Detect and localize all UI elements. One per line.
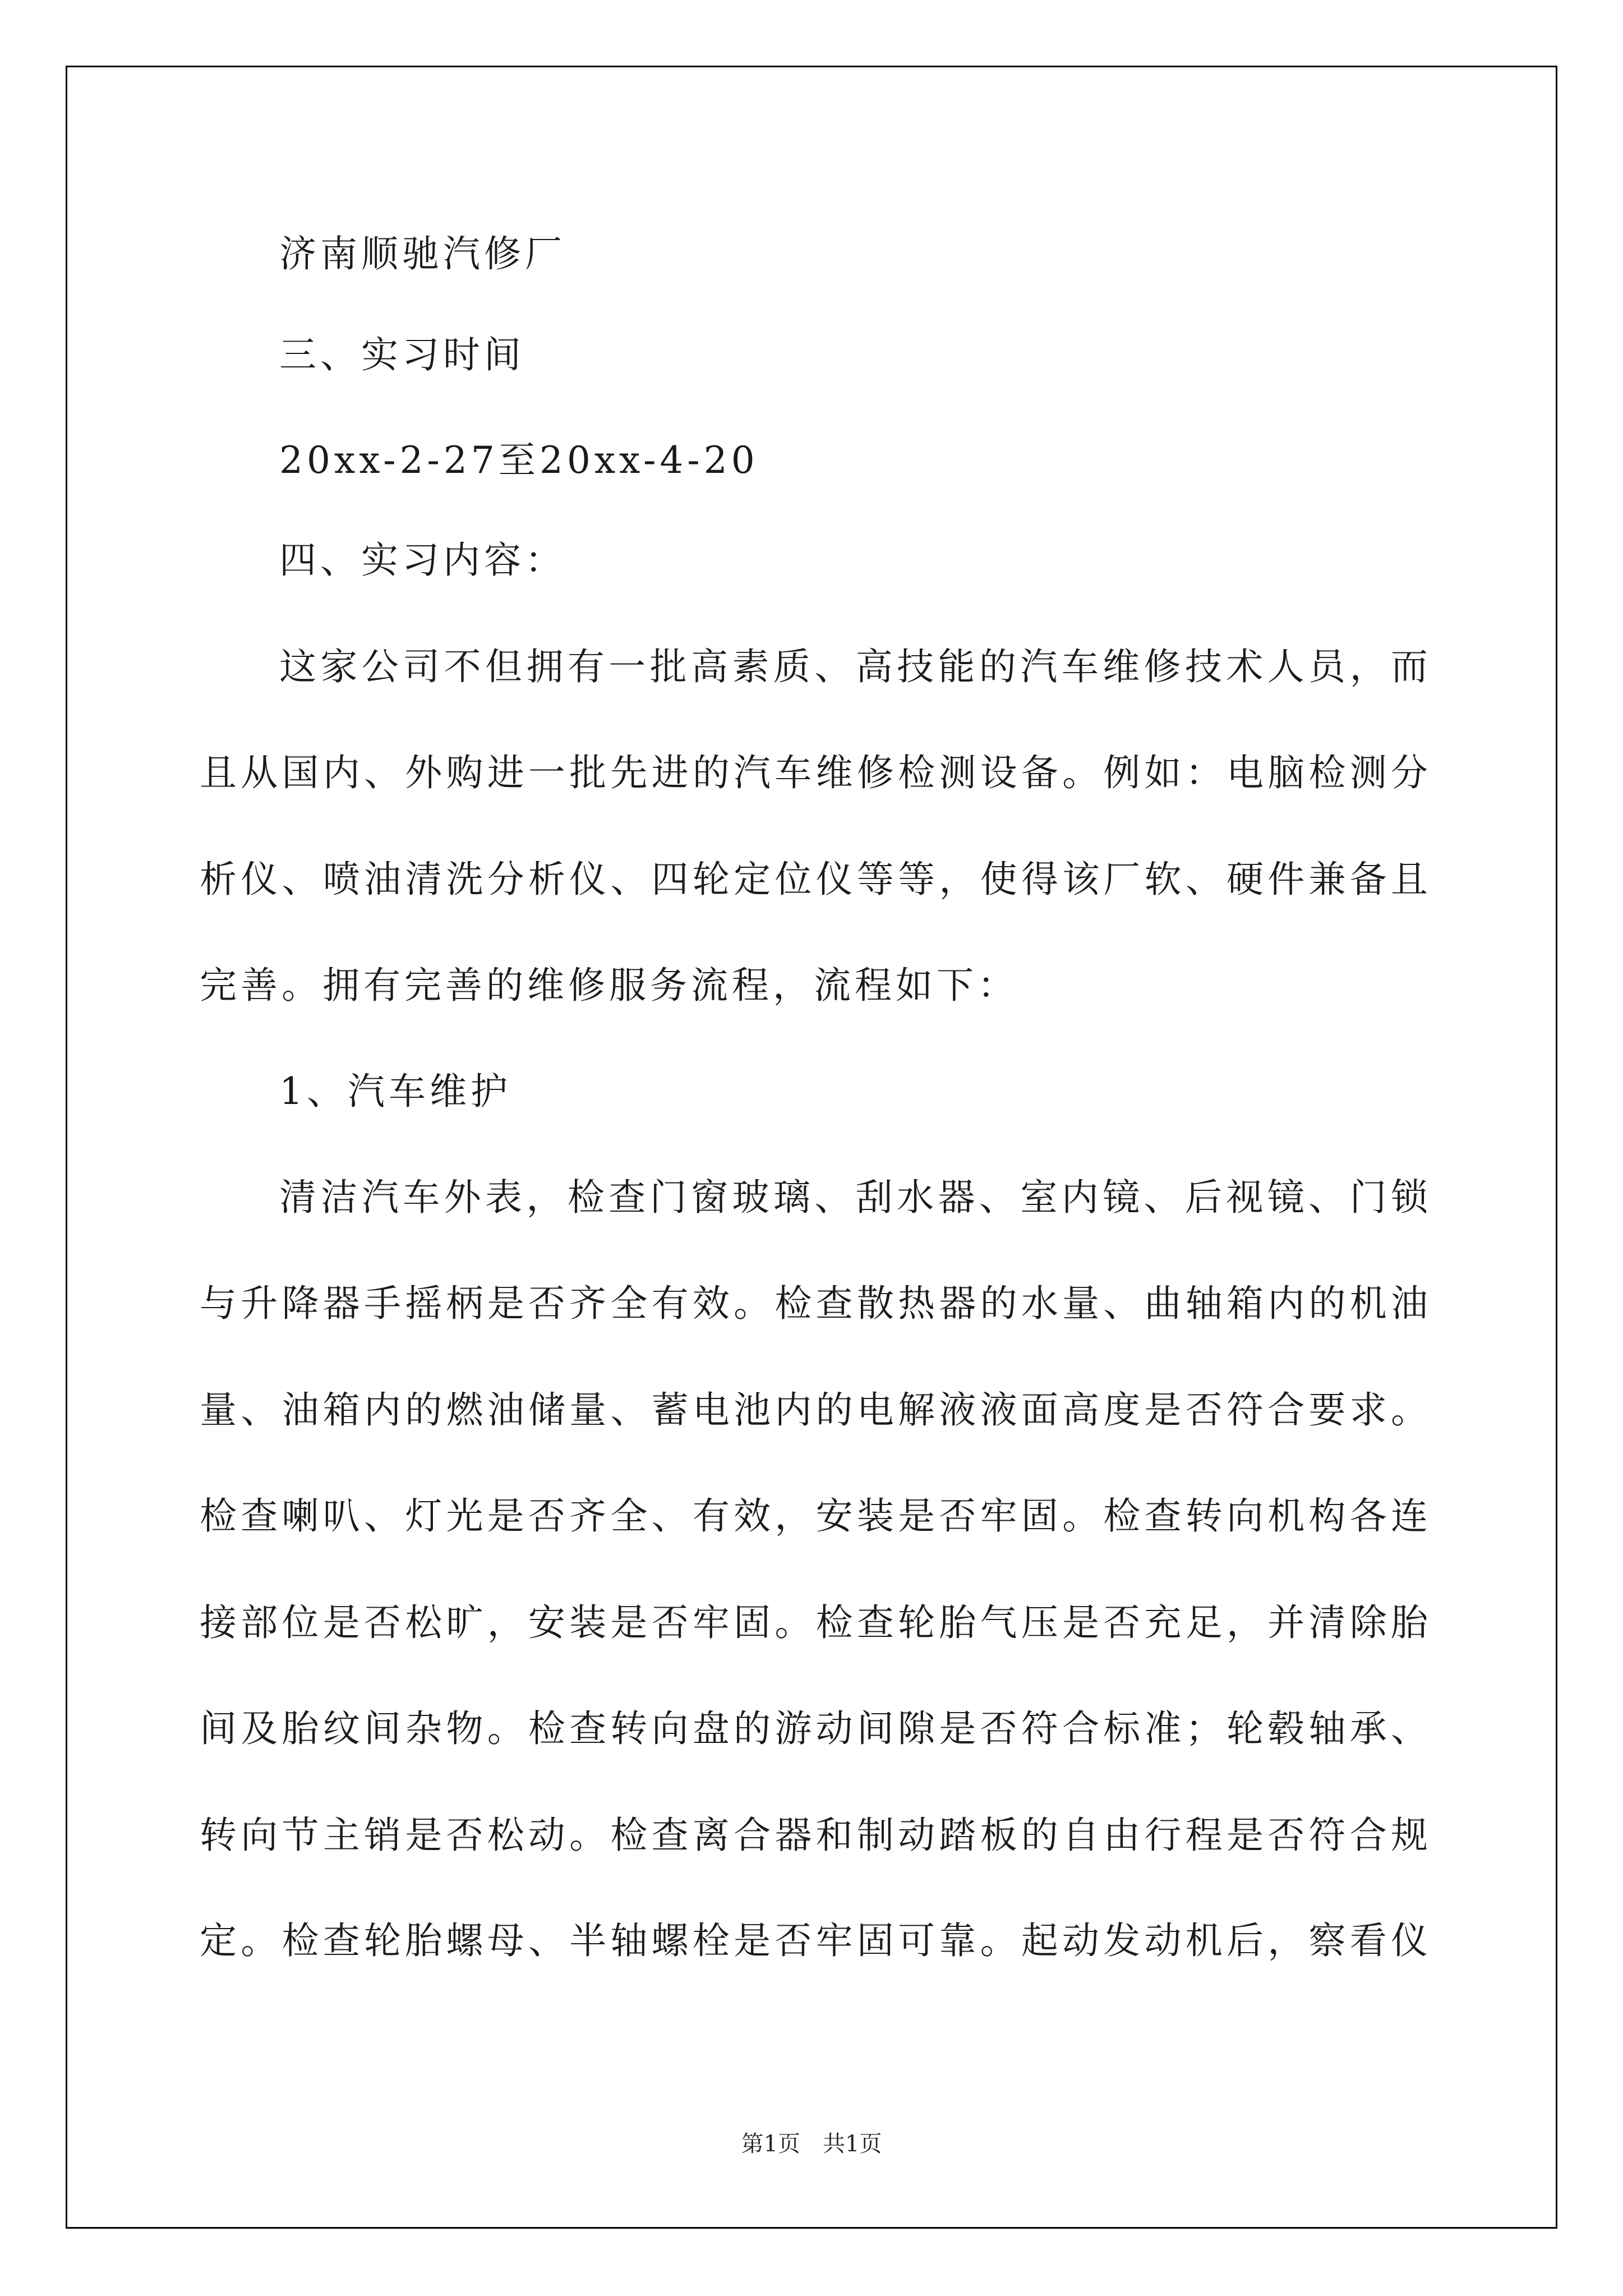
page-border — [66, 66, 1557, 2229]
text-line: 济南顺驰汽修厂 — [279, 232, 566, 275]
text-line: 析仪、喷油清洗分析仪、四轮定位仪等等，使得该厂软、硬件兼备且 — [200, 858, 1428, 901]
text-line: 四、实习内容： — [279, 539, 566, 582]
text-line: 定。检查轮胎螺母、半轴螺栓是否牢固可靠。起动发动机后，察看仪 — [200, 1919, 1428, 1962]
text-line: 接部位是否松旷，安装是否牢固。检查轮胎气压是否充足，并清除胎 — [200, 1601, 1428, 1644]
text-line: 且从国内、外购进一批先进的汽车维修检测设备。例如：电脑检测分 — [200, 751, 1428, 794]
text-line: 间及胎纹间杂物。检查转向盘的游动间隙是否符合标准；轮毂轴承、 — [200, 1707, 1428, 1750]
text-line: 这家公司不但拥有一批高素质、高技能的汽车维修技术人员，而 — [279, 645, 1428, 688]
text-line: 20xx-2-27至20xx-4-20 — [279, 439, 759, 482]
text-line: 1、汽车维护 — [279, 1070, 511, 1113]
text-line: 三、实习时间 — [279, 333, 525, 376]
text-line: 转向节主销是否松动。检查离合器和制动踏板的自由行程是否符合规 — [200, 1814, 1428, 1857]
text-line: 完善。拥有完善的维修服务流程，流程如下： — [200, 964, 1018, 1007]
text-line: 量、油箱内的燃油储量、蓄电池内的电解液液面高度是否符合要求。 — [200, 1388, 1428, 1432]
text-line: 与升降器手摇柄是否齐全有效。检查散热器的水量、曲轴箱内的机油 — [200, 1282, 1428, 1325]
text-line: 检查喇叭、灯光是否齐全、有效，安装是否牢固。检查转向机构各连 — [200, 1494, 1428, 1538]
text-line: 清洁汽车外表，检查门窗玻璃、刮水器、室内镜、后视镜、门锁 — [279, 1176, 1428, 1219]
page-footer: 第1页 共1页 — [741, 2131, 882, 2157]
